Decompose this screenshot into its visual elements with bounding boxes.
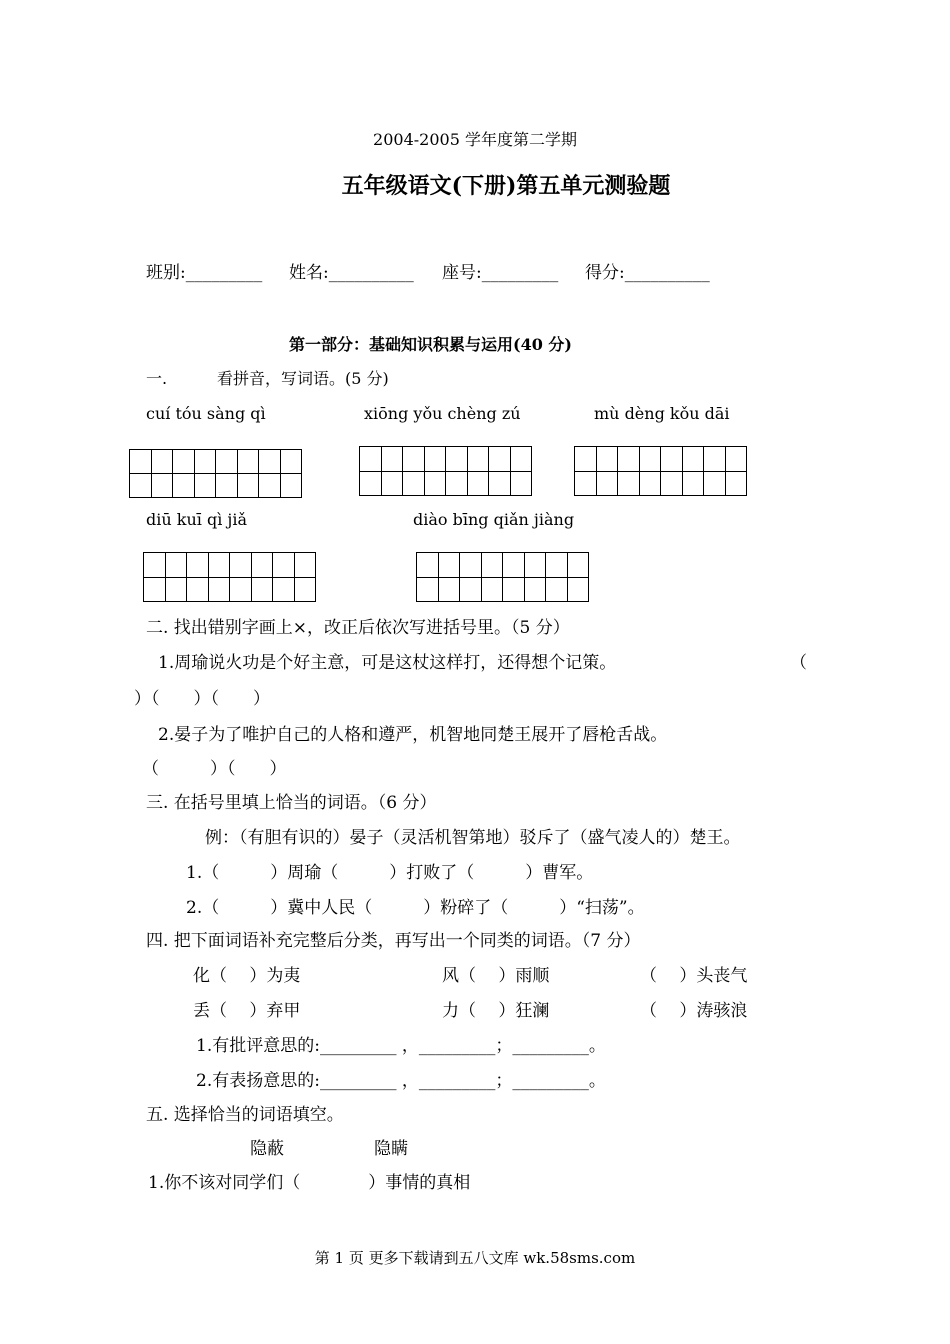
grid-cell[interactable] <box>503 553 525 578</box>
q5-option-2: 隐瞒 <box>374 1139 408 1159</box>
writing-grid-2[interactable] <box>359 446 532 496</box>
grid-cell[interactable] <box>511 472 533 497</box>
grid-cell[interactable] <box>575 447 597 472</box>
grid-cell[interactable] <box>166 553 188 578</box>
q4-critical-line: 1.有批评意思的:_________ ，_________；_________。 <box>196 1036 606 1056</box>
grid-cell[interactable] <box>144 578 166 603</box>
grid-cell[interactable] <box>525 553 547 578</box>
grid-cell[interactable] <box>683 447 705 472</box>
grid-cell[interactable] <box>597 472 619 497</box>
grid-cell[interactable] <box>704 447 726 472</box>
writing-grid-5[interactable] <box>416 552 589 602</box>
q4-praise-line: 2.有表扬意思的:_________ ，_________；_________。 <box>196 1071 606 1091</box>
grid-cell[interactable] <box>575 472 597 497</box>
grid-cell[interactable] <box>152 450 174 474</box>
grid-cell[interactable] <box>238 474 260 498</box>
q3-example: 例：（有胆有识的）晏子（灵活机智第地）驳斥了（盛气凌人的）楚王。 <box>205 828 741 848</box>
grid-cell[interactable] <box>382 447 404 472</box>
grid-cell[interactable] <box>503 578 525 603</box>
pinyin-2: xiōng yǒu chèng zú <box>364 404 521 423</box>
grid-cell[interactable] <box>273 553 295 578</box>
q5-item-1: 1.你不该对同学们（ ）事情的真相 <box>148 1173 471 1193</box>
grid-cell[interactable] <box>425 447 447 472</box>
grid-cell[interactable] <box>403 472 425 497</box>
grid-cell[interactable] <box>482 578 504 603</box>
part1-title: 第一部分：基础知识积累与运用(40 分) <box>289 335 572 354</box>
grid-cell[interactable] <box>511 447 533 472</box>
grid-cell[interactable] <box>446 447 468 472</box>
grid-cell[interactable] <box>425 472 447 497</box>
pinyin-1: cuí tóu sàng qì <box>146 404 266 423</box>
grid-cell[interactable] <box>238 450 260 474</box>
grid-cell[interactable] <box>439 578 461 603</box>
grid-cell[interactable] <box>209 553 231 578</box>
grid-cell[interactable] <box>216 450 238 474</box>
grid-cell[interactable] <box>173 450 195 474</box>
grid-cell[interactable] <box>295 553 317 578</box>
q1-number: 一. <box>146 369 168 388</box>
grid-cell[interactable] <box>489 447 511 472</box>
q2-item-1-answers: ）（ ）（ ） <box>134 689 270 709</box>
grid-cell[interactable] <box>568 578 590 603</box>
grid-cell[interactable] <box>417 553 439 578</box>
grid-cell[interactable] <box>360 447 382 472</box>
grid-cell[interactable] <box>704 472 726 497</box>
grid-cell[interactable] <box>187 553 209 578</box>
writing-grid-3[interactable] <box>574 446 747 496</box>
q2-item-2-answers: （ ）（ ） <box>142 759 287 779</box>
seat-field: 座号:_________ <box>442 263 559 283</box>
writing-grid-1[interactable] <box>129 449 302 498</box>
grid-cell[interactable] <box>130 474 152 498</box>
grid-cell[interactable] <box>252 553 274 578</box>
grid-cell[interactable] <box>726 447 748 472</box>
q3-title: 三. 在括号里填上恰当的词语。（6 分） <box>146 793 437 813</box>
q4-title: 四. 把下面词语补充完整后分类，再写出一个同类的词语。（7 分） <box>146 931 641 951</box>
grid-cell[interactable] <box>382 472 404 497</box>
writing-grid-4[interactable] <box>143 552 316 602</box>
score-field: 得分:__________ <box>585 263 710 283</box>
pinyin-3: mù dèng kǒu dāi <box>594 404 730 423</box>
grid-cell[interactable] <box>173 474 195 498</box>
grid-cell[interactable] <box>468 472 490 497</box>
grid-cell[interactable] <box>152 474 174 498</box>
q3-item-1: 1.（ ）周瑜（ ）打败了（ ）曹军。 <box>186 863 594 883</box>
grid-cell[interactable] <box>618 447 640 472</box>
q2-title: 二. 找出错别字画上×，改正后依次写进括号里。（5 分） <box>146 618 570 638</box>
grid-cell[interactable] <box>661 472 683 497</box>
grid-cell[interactable] <box>281 450 303 474</box>
grid-cell[interactable] <box>144 553 166 578</box>
q2-item-1: 1.周瑜说火功是个好主意，可是这杖这样打，还得想个记策。 <box>158 653 617 673</box>
q1-instruction: 看拼音，写词语。(5 分) <box>217 369 389 388</box>
grid-cell[interactable] <box>195 474 217 498</box>
grid-cell[interactable] <box>468 447 490 472</box>
grid-cell[interactable] <box>726 472 748 497</box>
grid-cell[interactable] <box>195 450 217 474</box>
grid-cell[interactable] <box>252 578 274 603</box>
name-field: 姓名:__________ <box>289 263 414 283</box>
grid-cell[interactable] <box>446 472 468 497</box>
grid-cell[interactable] <box>259 474 281 498</box>
grid-cell[interactable] <box>525 578 547 603</box>
q4-word-3: （ ）头丧气 <box>640 966 748 986</box>
grid-cell[interactable] <box>546 578 568 603</box>
grid-cell[interactable] <box>640 447 662 472</box>
grid-cell[interactable] <box>295 578 317 603</box>
pinyin-5: diào bīng qiǎn jiàng <box>413 510 575 529</box>
q4-word-4: 丢（ ）弃甲 <box>193 1001 301 1021</box>
class-field: 班别:_________ <box>146 263 263 283</box>
grid-cell[interactable] <box>360 472 382 497</box>
grid-cell[interactable] <box>597 447 619 472</box>
grid-cell[interactable] <box>460 553 482 578</box>
grid-cell[interactable] <box>640 472 662 497</box>
grid-cell[interactable] <box>187 578 209 603</box>
grid-cell[interactable] <box>166 578 188 603</box>
grid-cell[interactable] <box>230 553 252 578</box>
grid-cell[interactable] <box>568 553 590 578</box>
grid-cell[interactable] <box>259 450 281 474</box>
grid-cell[interactable] <box>460 578 482 603</box>
q5-option-1: 隐蔽 <box>250 1139 284 1159</box>
grid-cell[interactable] <box>618 472 640 497</box>
q2-item-1-bracket: （ <box>790 653 807 673</box>
page-footer: 第 1 页 更多下载请到五八文库 wk.58sms.com <box>314 1249 636 1267</box>
grid-cell[interactable] <box>482 553 504 578</box>
grid-cell[interactable] <box>273 578 295 603</box>
q4-word-1: 化（ ）为夷 <box>193 966 301 986</box>
semester-heading: 2004-2005 学年度第二学期 <box>373 130 577 149</box>
grid-cell[interactable] <box>489 472 511 497</box>
q3-item-2: 2.（ ）冀中人民（ ）粉碎了（ ）“扫荡”。 <box>186 898 645 918</box>
grid-cell[interactable] <box>230 578 252 603</box>
q2-item-2: 2.晏子为了唯护自己的人格和遵严，机智地同楚王展开了唇枪舌战。 <box>158 725 668 745</box>
grid-cell[interactable] <box>209 578 231 603</box>
grid-cell[interactable] <box>546 553 568 578</box>
q4-word-5: 力（ ）狂澜 <box>442 1001 550 1021</box>
grid-cell[interactable] <box>216 474 238 498</box>
pinyin-4: diū kuī qì jiǎ <box>146 510 248 529</box>
page-title: 五年级语文(下册)第五单元测验题 <box>341 173 671 199</box>
q4-word-6: （ ）涛骇浪 <box>640 1001 748 1021</box>
grid-cell[interactable] <box>403 447 425 472</box>
grid-cell[interactable] <box>130 450 152 474</box>
q4-word-2: 风（ ）雨顺 <box>442 966 550 986</box>
grid-cell[interactable] <box>281 474 303 498</box>
grid-cell[interactable] <box>417 578 439 603</box>
grid-cell[interactable] <box>683 472 705 497</box>
q5-title: 五. 选择恰当的词语填空。 <box>146 1105 344 1125</box>
grid-cell[interactable] <box>661 447 683 472</box>
grid-cell[interactable] <box>439 553 461 578</box>
